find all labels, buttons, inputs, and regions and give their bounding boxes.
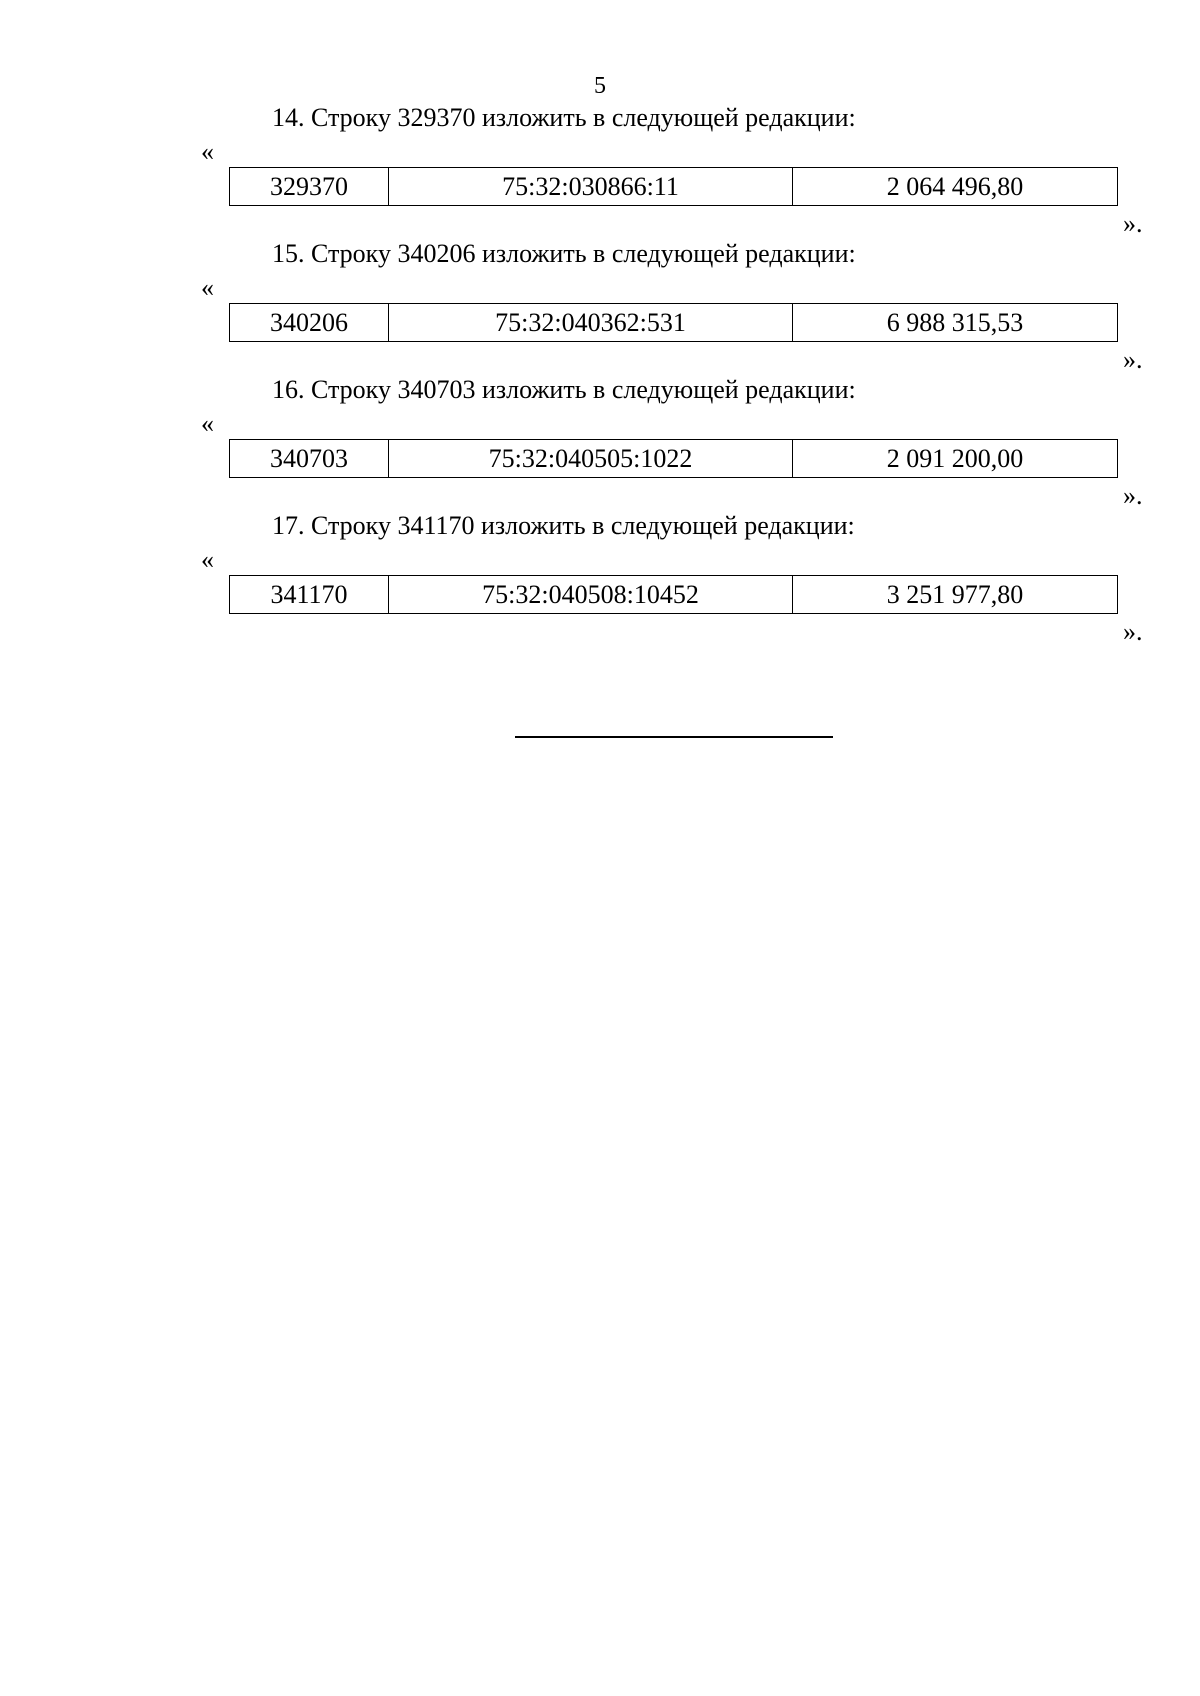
row-code-cell: 341170 [230, 576, 389, 614]
amended-row-table [229, 303, 1118, 342]
closing-quote: ». [1123, 617, 1143, 646]
section-heading: 14. Строку 329370 изложить в следующей редакции: [272, 103, 856, 132]
amendment-section-17 [0, 511, 1200, 647]
value-cell: 3 251 977,80 [793, 576, 1118, 614]
section-heading: 16. Строку 340703 изложить в следующей редакции: [272, 375, 856, 404]
section-heading: 17. Строку 341170 изложить в следующей редакции: [272, 511, 855, 540]
opening-quote: « [201, 273, 214, 302]
row-code-cell: 340703 [230, 440, 389, 478]
section-heading: 15. Строку 340206 изложить в следующей редакции: [272, 239, 856, 268]
amendment-section-15 [0, 239, 1200, 375]
table-row [230, 576, 1118, 614]
row-code-cell: 329370 [230, 168, 389, 206]
closing-quote: ». [1123, 345, 1143, 374]
opening-quote: « [201, 137, 214, 166]
closing-quote: ». [1123, 481, 1143, 510]
opening-quote: « [201, 409, 214, 438]
end-of-document-line [515, 736, 833, 738]
value-cell: 2 064 496,80 [793, 168, 1118, 206]
amendment-section-16 [0, 375, 1200, 511]
table-row [230, 440, 1118, 478]
cadastral-number-cell: 75:32:030866:11 [389, 168, 793, 206]
row-code-cell: 340206 [230, 304, 389, 342]
amended-row-table [229, 167, 1118, 206]
cadastral-number-cell: 75:32:040505:1022 [389, 440, 793, 478]
table-row [230, 168, 1118, 206]
cadastral-number-cell: 75:32:040362:531 [389, 304, 793, 342]
page-number: 5 [594, 73, 606, 99]
closing-quote: ». [1123, 209, 1143, 238]
opening-quote: « [201, 545, 214, 574]
amended-row-table [229, 575, 1118, 614]
value-cell: 2 091 200,00 [793, 440, 1118, 478]
value-cell: 6 988 315,53 [793, 304, 1118, 342]
cadastral-number-cell: 75:32:040508:10452 [389, 576, 793, 614]
amended-row-table [229, 439, 1118, 478]
amendment-section-14 [0, 103, 1200, 239]
table-row [230, 304, 1118, 342]
